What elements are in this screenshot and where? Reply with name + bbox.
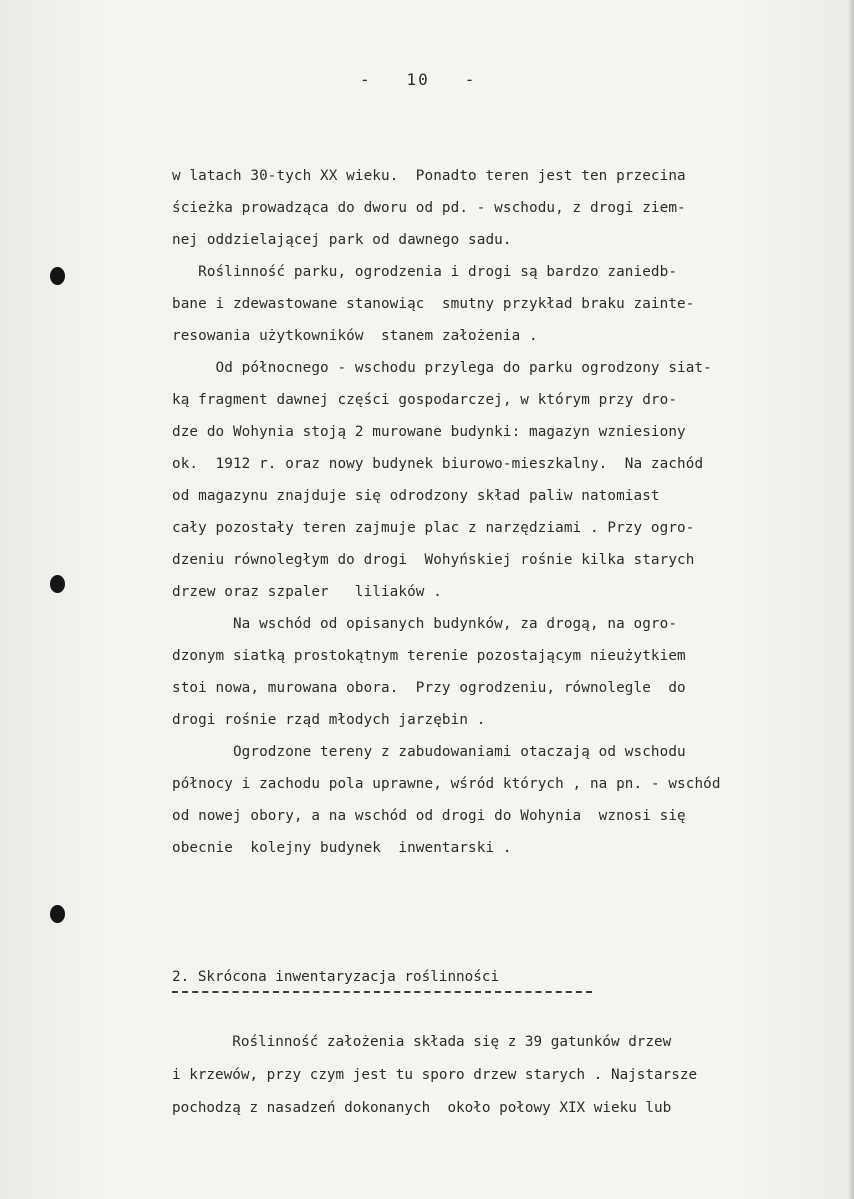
body-text-top bbox=[172, 160, 832, 864]
text-line: od nowej obory, a na wschód od drogi do Wohynia wznosi się bbox=[172, 808, 686, 824]
text-line: nej oddzielającej park od dawnego sadu. bbox=[172, 232, 512, 248]
text-line: w latach 30-tych XX wieku. Ponadto teren jest ten przecina bbox=[172, 168, 686, 184]
body-text-bottom bbox=[172, 1026, 832, 1125]
text-line: ścieżka prowadząca do dworu od pd. - wschodu, z drogi ziem- bbox=[172, 200, 686, 216]
text-line: Roślinność założenia składa się z 39 gatunków drzew bbox=[172, 1034, 672, 1050]
text-line: resowania użytkowników stanem założenia . bbox=[172, 328, 538, 344]
text-line: Ogrodzone tereny z zabudowaniami otaczają od wschodu bbox=[172, 744, 686, 760]
text-line: ką fragment dawnej części gospodarczej, w którym przy dro- bbox=[172, 392, 678, 408]
text-line: dze do Wohynia stoją 2 murowane budynki: magazyn wzniesiony bbox=[172, 424, 686, 440]
text-line: od magazynu znajduje się odrodzony skład paliw natomiast bbox=[172, 488, 660, 504]
text-line: obecnie kolejny budynek inwentarski . bbox=[172, 840, 512, 856]
text-line: północy i zachodu pola uprawne, wśród których , na pn. - wschód bbox=[172, 776, 721, 792]
text-line: drogi rośnie rząd młodych jarzębin . bbox=[172, 712, 486, 728]
text-line: bane i zdewastowane stanowiąc smutny przykład braku zainte- bbox=[172, 296, 695, 312]
text-line: dzonym siatką prostokątnym terenie pozostającym nieużytkiem bbox=[172, 648, 686, 664]
punch-hole bbox=[50, 267, 65, 285]
text-line: ok. 1912 r. oraz nowy budynek biurowo-mieszkalny. Na zachód bbox=[172, 456, 704, 472]
page-edge-shadow bbox=[848, 0, 854, 1199]
text-line: Od północnego - wschodu przylega do parku ogrodzony siat- bbox=[172, 360, 712, 376]
text-line: pochodzą z nasadzeń dokonanych około połowy XIX wieku lub bbox=[172, 1100, 672, 1116]
text-line: dzeniu równoległym do drogi Wohyńskiej rośnie kilka starych bbox=[172, 552, 695, 568]
punch-hole bbox=[50, 905, 65, 923]
punch-hole bbox=[50, 575, 65, 593]
text-line: cały pozostały teren zajmuje plac z narzędziami . Przy ogro- bbox=[172, 520, 695, 536]
section-heading: 2. Skrócona inwentaryzacja roślinności bbox=[172, 963, 592, 993]
text-line: i krzewów, przy czym jest tu sporo drzew starych . Najstarsze bbox=[172, 1067, 698, 1083]
text-line: drzew oraz szpaler liliaków . bbox=[172, 584, 442, 600]
text-line: Roślinność parku, ogrodzenia i drogi są bardzo zaniedb- bbox=[172, 264, 678, 280]
page-number: - 10 - bbox=[360, 70, 477, 89]
text-line: Na wschód od opisanych budynków, za drogą, na ogro- bbox=[172, 616, 678, 632]
text-line: stoi nowa, murowana obora. Przy ogrodzeniu, równolegle do bbox=[172, 680, 686, 696]
